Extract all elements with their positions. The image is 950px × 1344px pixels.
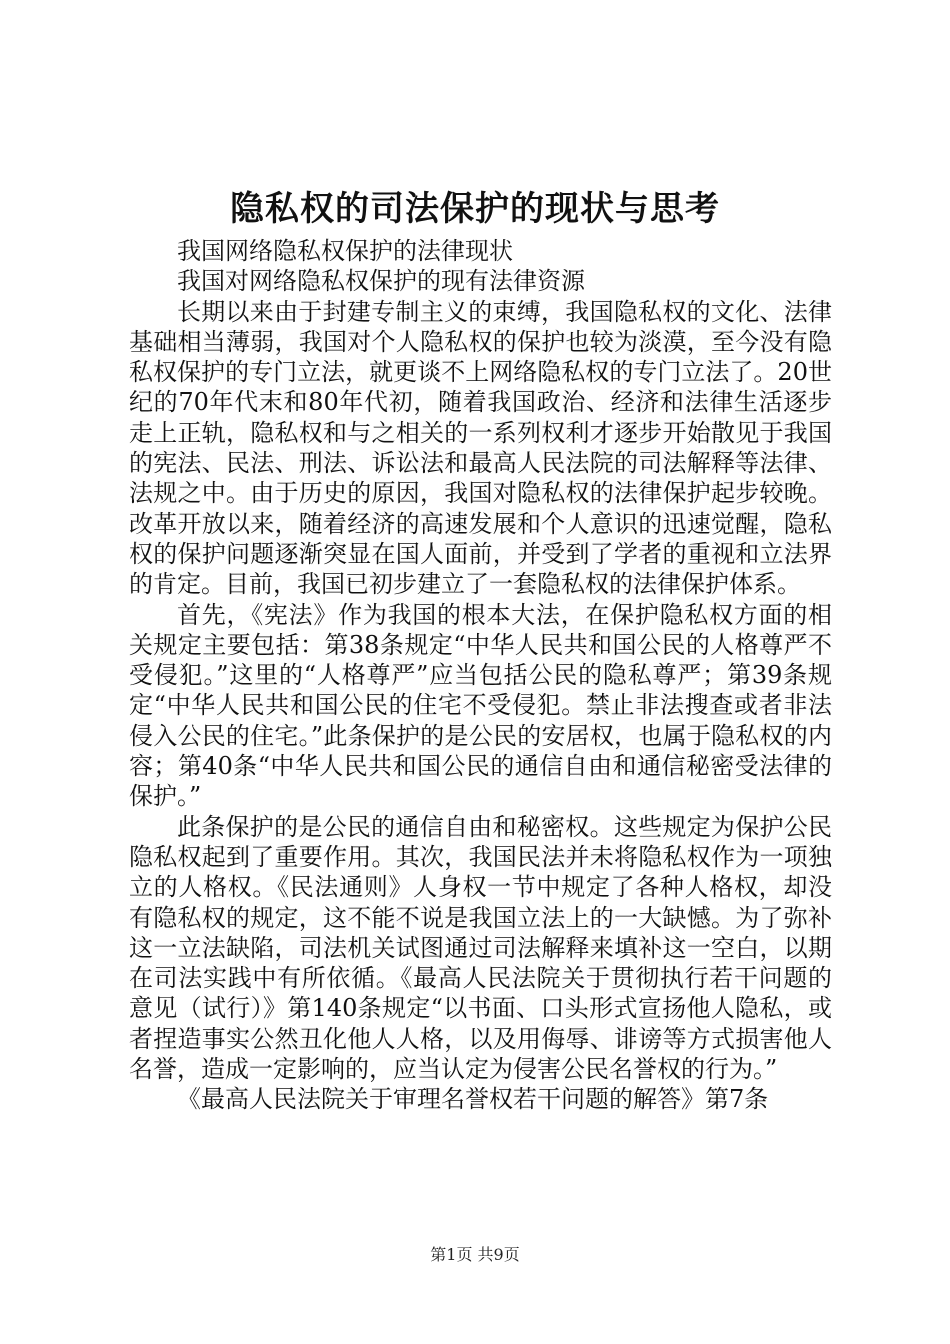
body-paragraph: 此条保护的是公民的通信自由和秘密权。这些规定为保护公民隐私权起到了重要作用。其次，我国民法并未将隐私权作为一项独立的人格权。《民法通则》人身权一节中规定了各种人格权，却没有隐私权的规定，这不能不说是我国立法上的一大缺憾。为了弥补这一立法缺陷，司法机关试图通过司法解释来填补这一空白，以期在司法实践中有所依循。《最高人民法院关于贯彻执行若干问题的意见（试行）》第140条规定“以书面、口头形式宣扬他人隐私，或者捏造事实公然丑化他人人格，以及用侮辱、诽谤等方式损害他人名誉，造成一定影响的，应当认定为侵害公民名誉权的行为。” [129, 812, 832, 1084]
body-paragraph: 首先，《宪法》作为我国的根本大法，在保护隐私权方面的相关规定主要包括：第38条规定“中华人民共和国公民的人格尊严不受侵犯。”这里的“人格尊严”应当包括公民的隐私尊严；第39条规定“中华人民共和国公民的住宅不受侵犯。禁止非法搜查或者非法侵入公民的住宅。”此条保护的是公民的安居权，也属于隐私权的内容；第40条“中华人民共和国公民的通信自由和通信秘密受法律的保护。” [129, 600, 832, 811]
heading-paragraph: 我国网络隐私权保护的法律现状 [177, 237, 513, 265]
document-body [129, 236, 832, 1115]
page-number-footer: 第1页 共9页 [430, 1245, 520, 1264]
body-paragraph: 长期以来由于封建专制主义的束缚，我国隐私权的文化、法律基础相当薄弱，我国对个人隐私权的保护也较为淡漠，至今没有隐私权保护的专门立法，就更谈不上网络隐私权的专门立法了。20世纪的70年代末和80年代初，随着我国政治、经济和法律生活逐步走上正轨，隐私权和与之相关的一系列权利才逐步开始散见于我国的宪法、民法、刑法、诉讼法和最高人民法院的司法解释等法律、法规之中。由于历史的原因，我国对隐私权的法律保护起步较晚。改革开放以来，随着经济的高速发展和个人意识的迅速觉醒，隐私权的保护问题逐渐突显在国人面前，并受到了学者的重视和立法界的肯定。目前，我国已初步建立了一套隐私权的法律保护体系。 [129, 297, 832, 599]
subheading-paragraph: 我国对网络隐私权保护的现有法律资源 [177, 267, 585, 296]
document-title: 隐私权的司法保护的现状与思考 [230, 189, 720, 229]
body-paragraph: 《最高人民法院关于审理名誉权若干问题的解答》第7条 [177, 1085, 769, 1114]
